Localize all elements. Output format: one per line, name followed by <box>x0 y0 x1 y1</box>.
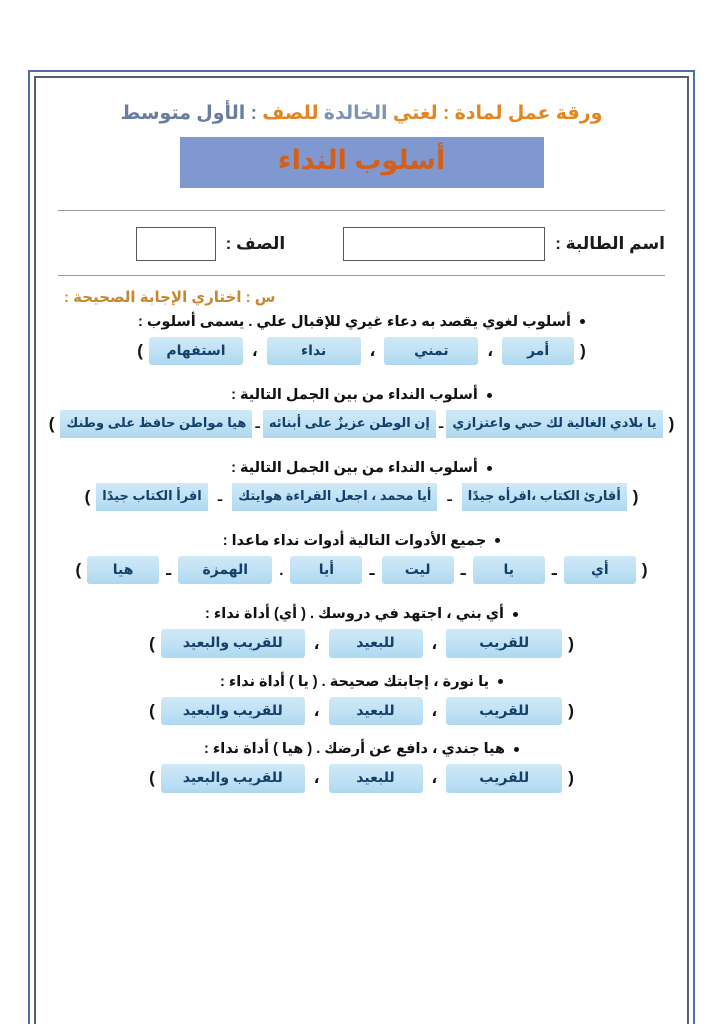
question-2-prompt: أسلوب النداء من بين الجمل التالية : <box>231 387 478 404</box>
question-6-options <box>60 697 663 725</box>
question-block-7 <box>54 735 669 792</box>
question-3-options <box>60 483 663 511</box>
open-paren: ( <box>568 768 574 788</box>
bullet-icon <box>498 679 503 684</box>
close-paren: ) <box>137 340 143 360</box>
option-separator: ـ <box>255 416 260 432</box>
option-separator: ، <box>369 342 376 360</box>
option-chip[interactable]: ليت <box>382 556 454 584</box>
question-2-options <box>48 410 675 438</box>
question-7-prompt-row <box>60 741 663 757</box>
worksheet-header-line <box>54 102 669 125</box>
option-separator: ـ <box>217 488 223 504</box>
option-chip[interactable]: أي <box>564 556 636 584</box>
option-chip[interactable]: للقريب والبعيد <box>161 764 305 792</box>
option-chip[interactable]: أيا <box>290 556 362 584</box>
worksheet-page-frame <box>28 70 695 1024</box>
option-chip[interactable]: للبعيد <box>329 629 423 657</box>
option-chip[interactable]: نداء <box>267 337 361 365</box>
question-6-prompt: يا نورة ، إجابتك صحيحة . ( يا ) أداة نداء : <box>219 673 490 690</box>
option-chip[interactable]: إن الوطن عزيزٌ على أبنائه <box>263 410 436 438</box>
spacer <box>54 365 669 381</box>
bullet-icon <box>487 393 492 398</box>
question-block-1 <box>54 308 669 365</box>
close-paren: ) <box>75 560 82 580</box>
header-grade-label: للصف <box>262 103 319 124</box>
header-subject-text: ورقة عمل لمادة : لغتي <box>392 103 603 124</box>
student-info-row <box>54 211 669 275</box>
option-chip[interactable]: اقرأ الكتاب جيدًا <box>96 483 208 511</box>
question-4-options <box>60 556 663 584</box>
option-chip[interactable]: تمني <box>384 337 478 365</box>
option-separator: ، <box>431 702 438 720</box>
option-chip[interactable]: أمر <box>502 337 574 365</box>
option-chip[interactable]: للقريب <box>446 764 562 792</box>
header-subject-highlight: الخالدة <box>323 103 388 124</box>
worksheet-title-wrap <box>54 137 669 188</box>
option-chip[interactable]: أيا محمد ، اجعل القراءة هوايتك <box>232 483 437 511</box>
open-paren: ( <box>641 560 648 580</box>
open-paren: ( <box>568 700 574 720</box>
close-paren: ) <box>149 633 155 653</box>
option-separator: ـ <box>460 562 466 580</box>
option-separator: ، <box>431 635 438 653</box>
option-separator: ـ <box>551 562 557 580</box>
class-input[interactable] <box>136 227 216 261</box>
option-separator: ، <box>313 770 320 788</box>
bullet-icon <box>580 319 585 324</box>
worksheet-title: أسلوب النداء <box>180 137 544 188</box>
spacer <box>54 584 669 600</box>
question-4-prompt: جميع الأدوات التالية أدوات نداء ماعدا : <box>222 532 487 549</box>
bullet-icon <box>495 538 500 543</box>
option-chip[interactable]: هيا مواطن حافظ على وطنك <box>60 410 252 438</box>
question-3-prompt-row <box>60 460 663 476</box>
question-block-2 <box>48 381 675 438</box>
option-separator: ـ <box>369 562 375 580</box>
option-chip[interactable]: استفهام <box>149 337 243 365</box>
question-1-prompt: أسلوب لغوي يقصد به دعاء غيري للإقبال علي . يسمى أسلوب : <box>138 313 571 330</box>
option-chip[interactable]: يا بلادي الغالية لك حبي واعتزازي <box>446 410 662 438</box>
option-chip[interactable]: للقريب <box>446 629 562 657</box>
spacer <box>54 725 669 735</box>
option-chip[interactable]: للقريب والبعيد <box>161 697 305 725</box>
option-chip[interactable]: للبعيد <box>329 764 423 792</box>
question-block-4 <box>54 527 669 584</box>
question-5-prompt-row <box>60 606 663 622</box>
bullet-icon <box>487 466 492 471</box>
question-2-prompt-row <box>60 387 663 403</box>
open-paren: ( <box>568 633 574 653</box>
close-paren: ) <box>84 486 91 506</box>
option-separator: ـ <box>447 488 452 504</box>
worksheet-sheet <box>36 78 687 793</box>
spacer <box>54 511 669 527</box>
instruction-line <box>54 276 669 308</box>
question-5-prompt: أي بني ، اجتهد في دروسك . ( أي) أداة نداء : <box>204 606 505 623</box>
option-separator: ، <box>487 342 494 360</box>
question-7-options <box>60 764 663 792</box>
instruction-text: س : اختاري الإجابة الصحيحة : <box>64 288 276 306</box>
worksheet-page-inner-frame <box>34 76 689 1024</box>
option-chip[interactable]: هيا <box>87 556 159 584</box>
close-paren: ) <box>149 768 155 788</box>
close-paren: ) <box>48 414 55 434</box>
question-6-prompt-row <box>60 674 663 690</box>
option-chip[interactable]: الهمزة <box>178 556 272 584</box>
question-3-prompt: أسلوب النداء من بين الجمل التالية : <box>231 460 478 477</box>
spacer <box>54 658 669 668</box>
student-name-label: اسم الطالبة : <box>555 233 665 253</box>
bullet-icon <box>513 612 518 617</box>
question-block-3 <box>54 454 669 511</box>
option-chip[interactable]: للقريب والبعيد <box>161 629 305 657</box>
question-7-prompt: هيا جندي ، دافع عن أرضك . ( هيا ) أداة نداء : <box>204 741 505 758</box>
option-chip[interactable]: للبعيد <box>329 697 423 725</box>
close-paren: ) <box>149 700 155 720</box>
header-grade-value: : الأول متوسط <box>120 103 257 124</box>
option-separator: ، <box>313 702 320 720</box>
option-chip[interactable]: للقريب <box>446 697 562 725</box>
open-paren: ( <box>632 486 639 506</box>
question-1-options <box>60 337 663 365</box>
option-separator: . <box>279 561 284 579</box>
question-block-6 <box>54 668 669 725</box>
open-paren: ( <box>668 414 675 434</box>
bullet-icon <box>514 747 519 752</box>
spacer <box>54 438 669 454</box>
option-separator: ـ <box>438 416 444 432</box>
option-separator: ـ <box>166 562 172 580</box>
question-1-prompt-row <box>60 314 663 330</box>
question-4-prompt-row <box>60 533 663 549</box>
question-block-5 <box>54 600 669 657</box>
open-paren: ( <box>580 340 586 360</box>
option-separator: ، <box>251 342 258 360</box>
option-chip[interactable]: أقارئ الكتاب ،اقرأه جيدًا <box>462 483 627 511</box>
option-separator: ، <box>431 770 438 788</box>
student-name-input[interactable] <box>343 227 545 261</box>
class-label: الصف : <box>225 233 286 253</box>
option-separator: ، <box>313 635 320 653</box>
option-chip[interactable]: يا <box>473 556 545 584</box>
question-5-options <box>60 629 663 657</box>
